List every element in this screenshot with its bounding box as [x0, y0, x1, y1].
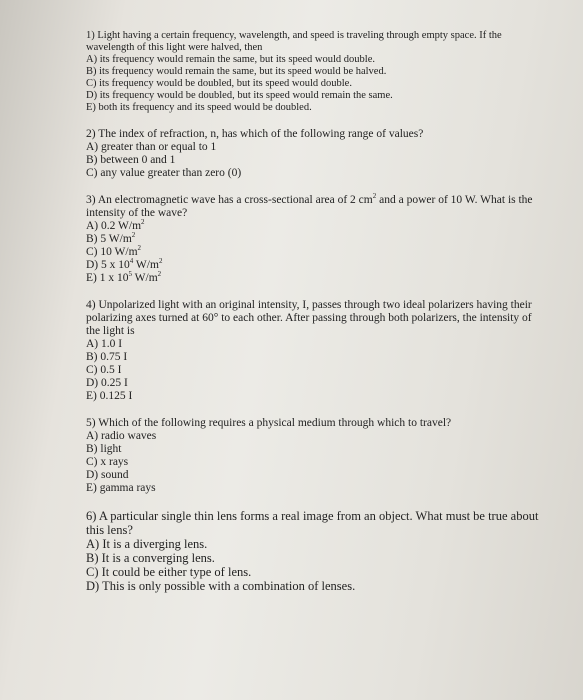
question-1-option-a: A) its frequency would remain the same, but its speed would double.	[86, 54, 375, 65]
question-6-option-c: C) It could be either type of lens.	[86, 565, 252, 579]
question-3-option-a: A) 0.2 $W/m^2$	[86, 218, 145, 232]
question-6	[86, 509, 543, 593]
question-3-option-d: D) 5 x $10^4$ $W/m^2$	[86, 257, 163, 271]
question-3-option-b: B) 5 $W/m^2$	[86, 231, 136, 245]
question-3	[86, 194, 543, 285]
question-5-option-e: E) gamma rays	[86, 482, 156, 494]
question-4-stem: 4) Unpolarized light with an original intensity, I, passes through two ideal polarizers having their polarizing axes turned at 60° to each other. After passing through both polarizers, the intensity of the light is	[86, 299, 532, 337]
question-2-option-a: A) greater than or equal to 1	[86, 141, 217, 153]
question-3-option-e: E) 1 x $10^5$ $W/m^2$	[86, 270, 162, 284]
question-2	[86, 128, 543, 180]
question-6-stem: 6) A particular single thin lens forms a real image from an object. What must be true about this lens?	[86, 509, 539, 537]
question-3-option-c: C) 10 $W/m^2$	[86, 244, 142, 258]
question-6-option-b: B) It is a converging lens.	[86, 551, 215, 565]
question-5-option-b: B) light	[86, 443, 122, 455]
question-5-stem: 5) Which of the following requires a physical medium through which to travel?	[86, 417, 452, 429]
question-6-option-a: A) It is a diverging lens.	[86, 537, 208, 551]
question-4-option-c: C) 0.5 I	[86, 364, 122, 376]
question-3-stem: 3) An electromagnetic wave has a cross-sectional area of 2 $cm^2$ and a power of 10 W. What is the intensity of the wave?	[86, 192, 533, 219]
question-4-option-d: D) 0.25 I	[86, 377, 128, 389]
question-1-stem: 1) Light having a certain frequency, wavelength, and speed is traveling through empty space. If the wavelength of this light were halved, then	[86, 30, 502, 53]
question-1-option-d: D) its frequency would be doubled, but its speed would remain the same.	[86, 90, 393, 101]
question-4	[86, 299, 543, 403]
question-2-stem: 2) The index of refraction, n, has which of the following range of values?	[86, 128, 424, 140]
question-4-option-a: A) 1.0 I	[86, 338, 123, 350]
question-1-option-c: C) its frequency would be doubled, but its speed would double.	[86, 78, 352, 89]
question-2-option-b: B) between 0 and 1	[86, 154, 176, 166]
question-4-option-e: E) 0.125 I	[86, 390, 133, 402]
question-5	[86, 417, 543, 495]
question-1-option-b: B) its frequency would remain the same, but its speed would be halved.	[86, 66, 387, 77]
question-4-option-b: B) 0.75 I	[86, 351, 128, 363]
question-6-option-d: D) This is only possible with a combination of lenses.	[86, 579, 356, 593]
question-2-option-c: C) any value greater than zero (0)	[86, 167, 242, 179]
question-1-option-e: E) both its frequency and its speed would be doubled.	[86, 102, 312, 113]
question-1	[86, 30, 543, 114]
question-5-option-d: D) sound	[86, 469, 129, 481]
question-5-option-c: C) x rays	[86, 456, 129, 468]
question-5-option-a: A) radio waves	[86, 430, 157, 442]
